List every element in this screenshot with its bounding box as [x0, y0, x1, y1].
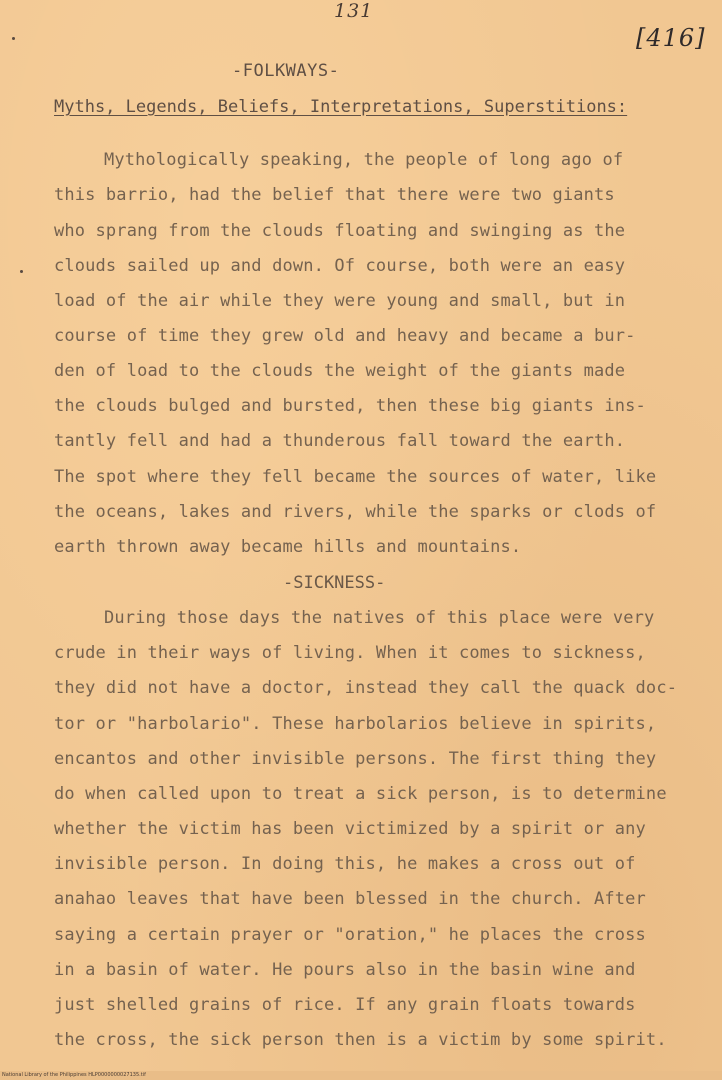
sickness-line: crude in their ways of living. When it comes to sickness,	[54, 643, 646, 663]
myth-line: this barrio, had the belief that there were two giants	[54, 185, 615, 205]
myth-line: the oceans, lakes and rivers, while the sparks or clods of	[54, 502, 657, 522]
sickness-line: saying a certain prayer or "oration," he places the cross	[54, 925, 646, 945]
sickness-line: they did not have a doctor, instead they call the quack doc-	[54, 678, 678, 698]
myth-line: earth thrown away became hills and mountains.	[54, 537, 522, 557]
myth-line: tantly fell and had a thunderous fall toward the earth.	[54, 431, 626, 451]
folkways-heading: -FOLKWAYS-	[232, 61, 340, 81]
sickness-line: just shelled grains of rice. If any grain floats towards	[54, 995, 636, 1015]
myth-line: Mythologically speaking, the people of long ago of	[104, 150, 624, 170]
myth-line: course of time they grew old and heavy and became a bur-	[54, 326, 636, 346]
myth-line: load of the air while they were young and small, but in	[54, 291, 626, 311]
sickness-line: tor or "harbolario". These harbolarios believe in spirits,	[54, 714, 657, 734]
myth-line: den of load to the clouds the weight of the giants made	[54, 361, 626, 381]
sickness-line: During those days the natives of this place were very	[104, 608, 655, 628]
page-number: 131	[334, 0, 374, 22]
sickness-line: anahao leaves that have been blessed in the church. After	[54, 889, 646, 909]
sickness-line: whether the victim has been victimized by a spirit or any	[54, 819, 646, 839]
sickness-line: in a basin of water. He pours also in the basin wine and	[54, 960, 636, 980]
myth-line: The spot where they fell became the sources of water, like	[54, 467, 657, 487]
sickness-line: encantos and other invisible persons. The first thing they	[54, 749, 657, 769]
sickness-line: the cross, the sick person then is a victim by some spirit.	[54, 1030, 667, 1050]
sickness-line: invisible person. In doing this, he makes a cross out of	[54, 854, 636, 874]
sickness-line: do when called upon to treat a sick person, is to determine	[54, 784, 667, 804]
myth-line: who sprang from the clouds floating and swinging as the	[54, 221, 626, 241]
topics-heading: Myths, Legends, Beliefs, Interpretations, Superstitions:	[54, 97, 628, 117]
footer-caption: National Library of the Philippines HLP0000000027135.tif	[2, 1072, 146, 1078]
sickness-heading: -SICKNESS-	[283, 573, 386, 593]
archive-code: [416]	[636, 24, 706, 52]
margin-mark	[12, 37, 15, 40]
myth-line: the clouds bulged and bursted, then these big giants ins-	[54, 396, 646, 416]
myth-line: clouds sailed up and down. Of course, both were an easy	[54, 256, 626, 276]
margin-mark	[20, 270, 23, 273]
